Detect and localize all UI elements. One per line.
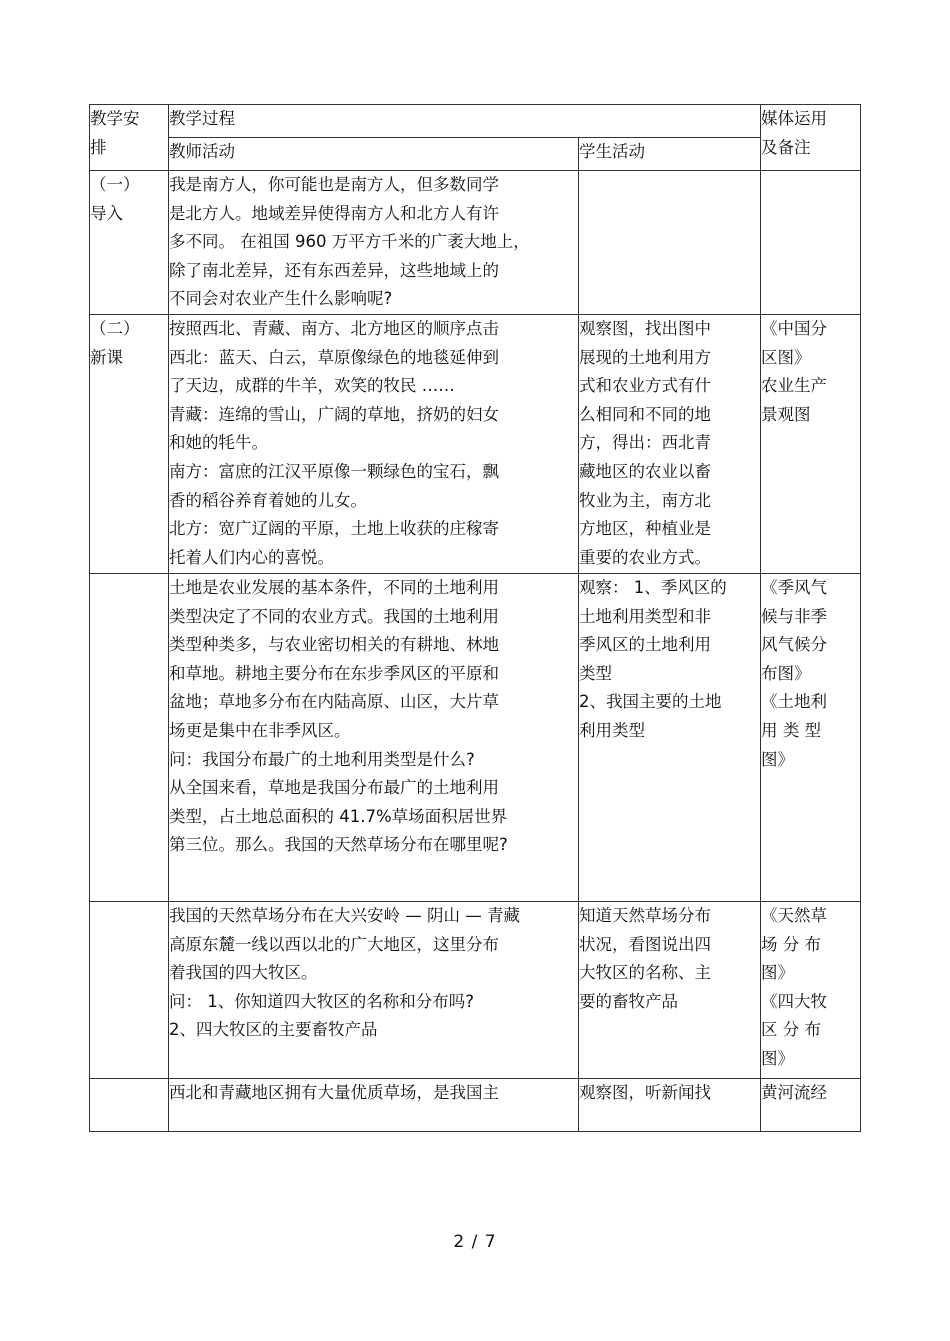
media-notes-cell (761, 902, 861, 1079)
header-student-cell (579, 138, 761, 171)
student-text-line: 土地利用类型和非 (579, 606, 711, 626)
media-notes-cell (761, 171, 861, 315)
teacher-text-line: 和草地。耕地主要分布在东步季风区的平原和 (169, 663, 499, 683)
header-arrangement-line: 教学安 (90, 109, 140, 128)
student-text-line: 观察图，找出图中 (579, 319, 711, 338)
stage-label: （二） (90, 319, 140, 338)
student-activity-cell (579, 1079, 761, 1132)
teacher-text-line: 和她的牦牛。 (169, 433, 268, 453)
student-text-line: 藏地区的农业以畜 (579, 461, 711, 481)
student-text-line: 观察图，听新闻找 (579, 1083, 711, 1102)
student-text-line: 式和农业方式有什 (579, 376, 711, 396)
teacher-text-line: 我国的天然草场分布在大兴安岭 — 阴山 — 青藏 (169, 906, 520, 925)
student-activity-cell (579, 574, 761, 902)
teacher-text-line: 问：我国分布最广的土地利用类型是什么? (169, 749, 475, 769)
media-text-line: 风气候分 (761, 635, 827, 655)
media-text-line: 图》 (761, 963, 794, 983)
student-text-line: 方，得出：西北青 (579, 433, 711, 453)
student-text-line: 方地区，种植业是 (579, 519, 711, 539)
teacher-text-line: 场更是集中在非季风区。 (169, 720, 351, 740)
header-arrangement-line: 排 (90, 137, 107, 157)
teacher-activity-cell (169, 171, 579, 315)
header-row-2 (90, 138, 861, 171)
media-text-line: 景观图 (761, 404, 811, 424)
stage-cell (90, 574, 169, 902)
student-text-line: 状况，看图说出四 (579, 934, 711, 954)
media-text-line: 场 分 布 (761, 934, 821, 954)
header-process-cell (169, 105, 761, 138)
media-notes-cell (761, 315, 861, 574)
media-text-line: 布图》 (761, 663, 811, 683)
student-text-line: 么相同和不同的地 (579, 404, 711, 424)
media-notes-cell (761, 574, 861, 902)
teacher-text-line: 多不同。 在祖国 960 万平方千米的广袤大地上， (169, 232, 530, 252)
media-text-line: 图》 (761, 1048, 794, 1068)
stage-cell (90, 902, 169, 1079)
media-text-line: 区图》 (761, 347, 811, 367)
media-text-line: 农业生产 (761, 376, 827, 396)
teacher-text-line: 北方：宽广辽阔的平原，土地上收获的庄稼寄 (169, 519, 499, 539)
media-text-line: 《天然草 (761, 906, 827, 925)
stage-label: （一） (90, 175, 140, 194)
teacher-text-line: 盆地；草地多分布在内陆高原、山区，大片草 (169, 692, 499, 712)
teacher-text-line: 青藏：连绵的雪山，广阔的草地，挤奶的妇女 (169, 404, 499, 424)
student-text-line: 展现的土地利用方 (579, 347, 711, 367)
student-text-line: 类型 (579, 663, 612, 683)
table-row-intro (90, 171, 861, 315)
table-row-grassland (90, 902, 861, 1079)
media-text-line: 《四大牧 (761, 991, 827, 1011)
student-text-line: 大牧区的名称、主 (579, 963, 711, 983)
student-text-line: 知道天然草场分布 (579, 906, 711, 925)
student-activity-cell (579, 315, 761, 574)
stage-label: 导入 (90, 203, 123, 223)
media-text-line: 《中国分 (761, 319, 827, 338)
header-student-label: 学生活动 (579, 142, 645, 161)
header-teacher-label: 教师活动 (169, 142, 235, 161)
teacher-text-line: 按照西北、青藏、南方、北方地区的顺序点击 (169, 319, 499, 338)
stage-label: 新课 (90, 347, 123, 367)
student-text-line: 利用类型 (579, 720, 645, 740)
stage-cell (90, 171, 169, 315)
student-text-line: 要的畜牧产品 (579, 991, 678, 1011)
teacher-activity-cell (169, 1079, 579, 1132)
media-text-line: 《土地利 (761, 692, 827, 712)
teacher-activity-cell (169, 902, 579, 1079)
teacher-text-line: 类型决定了不同的农业方式。我国的土地利用 (169, 606, 499, 626)
student-text-line: 重要的农业方式。 (579, 547, 711, 567)
table-row-new-lesson (90, 315, 861, 574)
student-text-line: 季风区的土地利用 (579, 635, 711, 655)
student-activity-cell (579, 171, 761, 315)
teacher-text-line: 着我国的四大牧区。 (169, 963, 318, 983)
lesson-plan-table (89, 104, 861, 1132)
table-row-land-use (90, 574, 861, 902)
teacher-text-line: 从全国来看，草地是我国分布最广的土地利用 (169, 778, 499, 798)
teacher-text-line: 高原东麓一线以西以北的广大地区，这里分布 (169, 934, 499, 954)
header-media-line: 及备注 (761, 137, 811, 157)
media-text-line: 《季风气 (761, 578, 827, 597)
header-media-cell (761, 105, 861, 171)
teacher-text-line: 土地是农业发展的基本条件，不同的土地利用 (169, 578, 499, 597)
page-number: 2 / 7 (453, 1232, 497, 1252)
teacher-text-line: 是北方人。地域差异使得南方人和北方人有许 (169, 203, 499, 223)
teacher-text-line: 类型，占土地总面积的 41.7%草场面积居世界 (169, 806, 508, 826)
header-process-label: 教学过程 (169, 109, 235, 128)
teacher-text-line: 西北和青藏地区拥有大量优质草场，是我国主 (169, 1083, 499, 1102)
teacher-text-line: 南方：富庶的江汉平原像一颗绿色的宝石，飘 (169, 461, 499, 481)
stage-cell (90, 1079, 169, 1132)
teacher-text-line: 我是南方人，你可能也是南方人，但多数同学 (169, 175, 499, 194)
teacher-text-line: 香的稻谷养育着她的儿女。 (169, 490, 367, 510)
table-row-northwest (90, 1079, 861, 1132)
media-text-line: 用 类 型 (761, 720, 821, 740)
media-text-line: 区 分 布 (761, 1020, 821, 1040)
teacher-text-line: 类型种类多，与农业密切相关的有耕地、林地 (169, 635, 499, 655)
teacher-text-line: 不同会对农业产生什么影响呢? (169, 289, 393, 309)
teacher-text-line: 西北：蓝天、白云，草原像绿色的地毯延伸到 (169, 347, 499, 367)
teacher-text-line: 2、四大牧区的主要畜牧产品 (169, 1020, 378, 1040)
media-notes-cell (761, 1079, 861, 1132)
teacher-activity-cell (169, 574, 579, 902)
teacher-text-line: 托着人们内心的喜悦。 (169, 547, 334, 567)
student-activity-cell (579, 902, 761, 1079)
media-text-line: 图》 (761, 749, 794, 769)
student-text-line: 观察： 1、季风区的 (579, 578, 727, 597)
media-text-line: 候与非季 (761, 606, 827, 626)
teacher-activity-cell (169, 315, 579, 574)
student-text-line: 2、我国主要的土地 (579, 692, 722, 712)
teacher-text-line: 问： 1、你知道四大牧区的名称和分布吗? (169, 991, 475, 1011)
media-text-line: 黄河流经 (761, 1083, 827, 1102)
teacher-text-line: 除了南北差异，还有东西差异，这些地域上的 (169, 260, 499, 280)
teacher-text-line: 了天边，成群的牛羊，欢笑的牧民 …… (169, 376, 455, 396)
header-row-1 (90, 105, 861, 138)
stage-cell (90, 315, 169, 574)
header-arrangement-cell (90, 105, 169, 171)
teacher-text-line: 第三位。那么。我国的天然草场分布在哪里呢? (169, 835, 508, 855)
student-text-line: 牧业为主，南方北 (579, 490, 711, 510)
header-teacher-cell (169, 138, 579, 171)
header-media-line: 媒体运用 (761, 109, 827, 128)
